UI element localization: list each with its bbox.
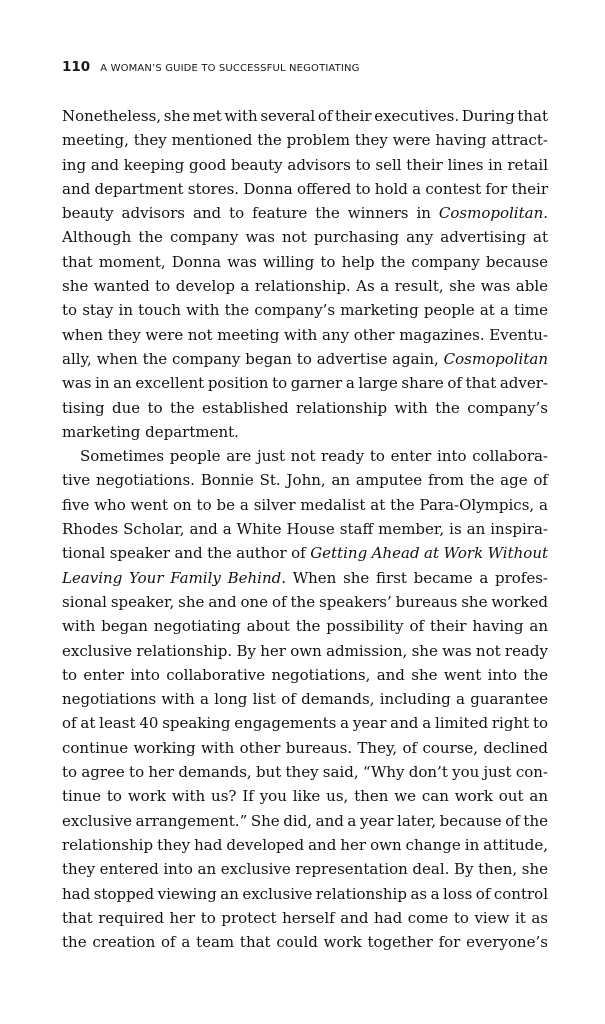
text-line: [62, 784, 548, 808]
line-text: exclusive relationship. By her own admission, she was not ready: [62, 641, 548, 660]
text-line: [62, 128, 548, 152]
running-head: [62, 56, 360, 75]
text-line: [62, 225, 548, 249]
text-line: [62, 736, 548, 760]
line-text: When she first became a profes-: [285, 568, 548, 587]
line-text: Rhodes Scholar, and a White House staff member, is an inspira-: [62, 520, 548, 539]
text-line: [62, 104, 548, 128]
line-text: tinue to work with us? If you like us, then we can work out an: [62, 787, 548, 806]
line-text: to stay in touch with the company’s marketing people at a time: [62, 301, 548, 320]
text-line: [62, 833, 548, 857]
italic-title: Getting Ahead at Work Without: [310, 544, 549, 563]
line-text: tising due to the established relationship with the company’s: [62, 398, 548, 417]
text-line: [62, 711, 548, 735]
line-text: they entered into an exclusive representation deal. By then, she: [62, 860, 548, 879]
line-text: sional speaker, she and one of the speakers’ bureaus she worked: [62, 592, 548, 611]
text-line: [62, 177, 548, 201]
text-line: [62, 468, 548, 492]
text-line: [62, 566, 548, 590]
text-line: [62, 201, 548, 225]
text-line: [62, 493, 548, 517]
line-text: meeting, they mentioned the problem they were having attract-: [62, 131, 548, 150]
line-text: marketing department.: [62, 422, 239, 441]
line-text: the creation of a team that could work together for everyone’s: [62, 933, 548, 952]
line-text: she wanted to develop a relationship. As a result, she was able: [62, 277, 548, 296]
line-text: tional speaker and the author of: [62, 544, 311, 563]
line-text: had stopped viewing an exclusive relationship as a loss of control: [62, 884, 548, 903]
line-text: ally, when the company began to advertise again,: [62, 349, 444, 368]
line-text: ing and keeping good beauty advisors to sell their lines in retail: [62, 155, 548, 174]
text-line: [62, 639, 548, 663]
line-text: negotiations with a long list of demands, including a guarantee: [62, 690, 548, 709]
italic-title: Cosmopolitan.: [438, 204, 548, 223]
line-text: five who went on to be a silver medalist at the Para-Olympics, a: [62, 495, 548, 514]
text-line: [62, 420, 548, 444]
text-line: [62, 444, 548, 468]
line-text: to agree to her demands, but they said, “Why don’t you just con-: [62, 763, 548, 782]
line-text: continue working with other bureaus. They, of course, declined: [62, 738, 548, 757]
text-line: [62, 809, 548, 833]
line-text: beauty advisors and to feature the winners in: [62, 204, 439, 223]
text-line: [62, 663, 548, 687]
line-text: when they were not meeting with any other magazines. Eventu-: [62, 325, 548, 344]
text-line: [62, 687, 548, 711]
text-line: [62, 371, 548, 395]
line-text: that required her to protect herself and had come to view it as: [62, 908, 548, 927]
italic-title: Leaving Your Family Behind.: [62, 568, 286, 587]
line-text: was in an excellent position to garner a large share of that adver-: [62, 374, 548, 393]
text-line: [62, 347, 548, 371]
text-line: [62, 906, 548, 930]
text-line: [62, 541, 548, 565]
line-text: Nonetheless, she met with several of their executives. During that: [62, 107, 548, 125]
line-text: of at least 40 speaking engagements a year and a limited right to: [62, 714, 548, 733]
text-line: [62, 930, 548, 954]
text-line: [62, 250, 548, 274]
line-text: that moment, Donna was willing to help the company because: [62, 252, 548, 271]
body-text: [62, 104, 548, 954]
text-line: [62, 614, 548, 638]
text-line: [62, 298, 548, 322]
line-text: Sometimes people are just not ready to enter into collabora-: [80, 447, 548, 466]
line-text: and department stores. Donna offered to hold a contest for their: [62, 179, 548, 198]
line-text: tive negotiations. Bonnie St. John, an amputee from the age of: [62, 471, 548, 490]
text-line: [62, 323, 548, 347]
page-number: 110: [62, 59, 91, 75]
text-line: [62, 760, 548, 784]
text-line: [62, 274, 548, 298]
line-text: relationship they had developed and her own change in attitude,: [62, 835, 548, 854]
text-line: [62, 153, 548, 177]
text-line: [62, 590, 548, 614]
line-text: to enter into collaborative negotiations, and she went into the: [62, 665, 548, 684]
italic-title: Cosmopolitan: [443, 349, 548, 368]
text-line: [62, 396, 548, 420]
line-text: Although the company was not purchasing any advertising at: [62, 228, 548, 247]
text-line: [62, 857, 548, 881]
text-line: [62, 517, 548, 541]
line-text: exclusive arrangement.” She did, and a year later, because of the: [62, 811, 548, 830]
text-line: [62, 882, 548, 906]
line-text: with began negotiating about the possibility of their having an: [62, 617, 548, 636]
running-title: A WOMAN’S GUIDE TO SUCCESSFUL NEGOTIATING: [100, 63, 360, 74]
